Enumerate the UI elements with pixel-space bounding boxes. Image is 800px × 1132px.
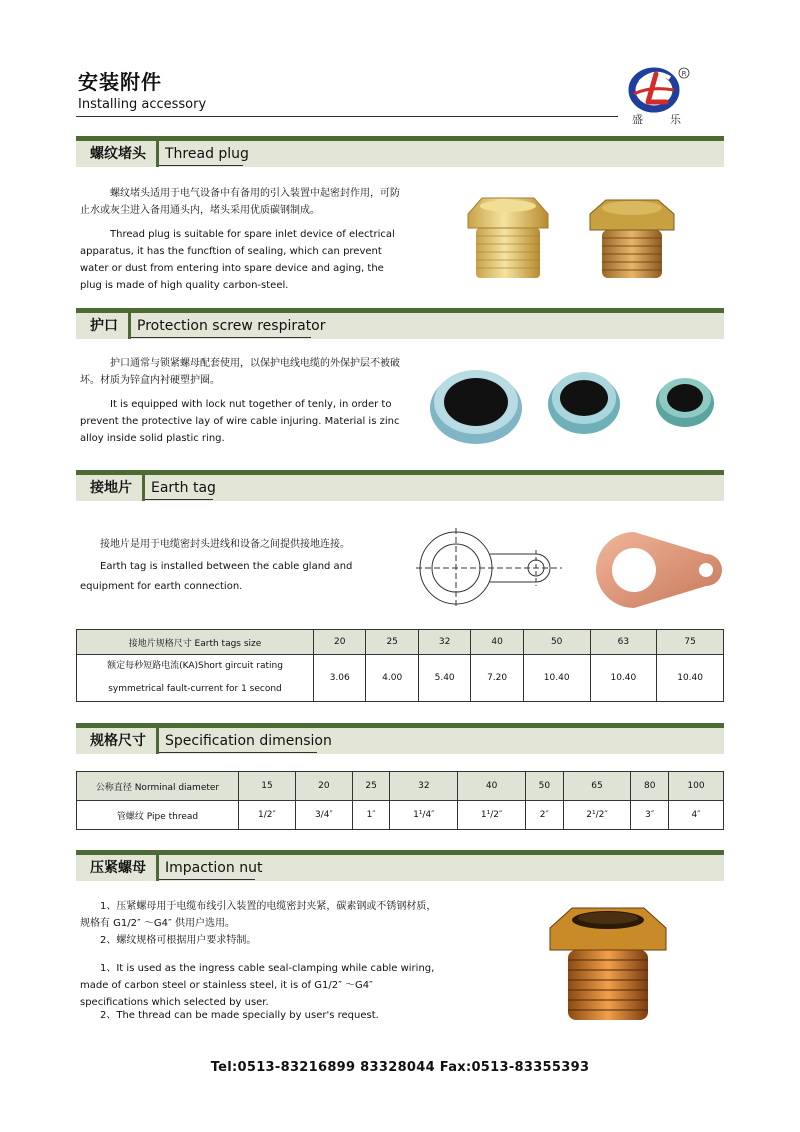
table-cell: 3/4″: [295, 801, 352, 830]
table-cell: 1/2″: [239, 801, 296, 830]
table-cell: 20: [295, 772, 352, 801]
table-cell: 15: [239, 772, 296, 801]
company-logo: [626, 64, 698, 126]
table-cell: 10.40: [523, 655, 590, 702]
contact-info: Tel:0513-83216899 83328044 Fax:0513-83355393: [210, 1060, 590, 1075]
section-title-cn: 螺纹堵头: [90, 146, 146, 162]
section-title-en: Thread plug: [165, 146, 249, 162]
table-cell: 32: [418, 630, 470, 655]
table-cell: 80: [631, 772, 669, 801]
table-cell: 3″: [631, 801, 669, 830]
page-subtitle: Installing accessory: [78, 97, 207, 112]
earth-tag-drawing: [416, 524, 566, 616]
table-cell: 32: [390, 772, 458, 801]
table-cell: 1¹/2″: [458, 801, 526, 830]
table-cell: 25: [366, 630, 418, 655]
section-title-en: Specification dimension: [165, 733, 332, 749]
protection-desc-en: It is equipped with lock nut together of tenly, in order to prevent the protective lay of wire cable injuring. Material is zinc alloy inside solid plastic ring.: [80, 399, 400, 444]
table-cell: 4″: [669, 801, 724, 830]
section-title-cn: 接地片: [90, 480, 132, 496]
thread-plug-photo-1: [462, 192, 554, 288]
table-cell: 65: [563, 772, 631, 801]
protection-photo-small: [654, 372, 716, 432]
impaction-nut-photo: [544, 902, 672, 1030]
thread-plug-photo-2: [584, 196, 680, 286]
earth-tag-desc-cn: 接地片是用于电缆密封头进线和设备之间提供接地连接。: [100, 539, 350, 550]
table-cell: 100: [669, 772, 724, 801]
logo-char-left: 盛: [632, 113, 643, 126]
svg-text:R: R: [681, 70, 687, 78]
earth-tag-photo: [594, 528, 726, 614]
table-cell: 10.40: [657, 655, 724, 702]
table-cell: 63: [590, 630, 657, 655]
table-cell: 40: [458, 772, 526, 801]
table-row-label: 接地片规格尺寸 Earth tags size: [77, 630, 314, 655]
table-cell: 10.40: [590, 655, 657, 702]
table-cell: 4.00: [366, 655, 418, 702]
spec-table: [76, 771, 724, 830]
impaction-desc-en-1: 1、It is used as the ingress cable seal-clamping while cable wiring, made of carbon steel or stainless steel, it is of G1/2″ ～G4″ specifications which selected by user.: [80, 963, 435, 1008]
thread-plug-desc-cn: 螺纹堵头适用于电气设备中有备用的引入装置中起密封作用，可防止水或灰尘进入备用通头内，堵头采用优质碳钢制成。: [80, 188, 400, 216]
table-cell: 50: [523, 630, 590, 655]
protection-photo-large: [428, 362, 524, 450]
section-title-cn: 护口: [90, 318, 118, 334]
table-cell: 3.06: [314, 655, 366, 702]
protection-photo-medium: [546, 366, 622, 440]
header-rule: [76, 116, 618, 117]
table-cell: 75: [657, 630, 724, 655]
section-title-en: Protection screw respirator: [137, 318, 326, 334]
table-cell: 2¹/2″: [563, 801, 631, 830]
table-cell: 50: [526, 772, 564, 801]
table-cell: 20: [314, 630, 366, 655]
earth-tag-desc-en: Earth tag is installed between the cable gland and equipment for earth connection.: [80, 561, 353, 592]
thread-plug-desc-en: Thread plug is suitable for spare inlet device of electrical apparatus, it has the funcftion of sealing, which can prevent water or dust from entering into spare device and aging, the plug is made of high quality carbon-steel.: [80, 229, 395, 291]
impaction-desc-cn-2: 2、螺纹规格可根据用户要求特制。: [100, 935, 257, 946]
protection-desc-cn: 护口通常与锁紧螺母配套使用，以保护电线电缆的外保护层不被破坏。材质为锌盒内衬硬塑护圈。: [80, 358, 400, 386]
table-cell: 1″: [352, 801, 390, 830]
impaction-desc-en-2: 2、The thread can be made specially by user's request.: [100, 1010, 379, 1021]
impaction-desc-cn-1: 1、压紧螺母用于电缆布线引入装置的电缆密封夹紧，碳素钢或不锈钢材质，规格有 G1/2″ ～G4″ 供用户选用。: [80, 901, 437, 929]
logo-char-right: 乐: [670, 113, 681, 126]
table-row-label: 管螺纹 Pipe thread: [77, 801, 239, 830]
table-row-label: 公称直径 Norminal diameter: [77, 772, 239, 801]
table-cell: 7.20: [471, 655, 523, 702]
section-title-cn: 压紧螺母: [90, 860, 146, 876]
table-cell: 25: [352, 772, 390, 801]
section-title-cn: 规格尺寸: [90, 733, 146, 749]
table-row-label: 额定每秒短路电流(KA)Short gircuit rating symmetrical fault-current for 1 second: [77, 655, 314, 702]
table-cell: 5.40: [418, 655, 470, 702]
table-cell: 1¹/4″: [390, 801, 458, 830]
page-title: 安装附件: [78, 70, 162, 94]
earth-tag-table: [76, 629, 724, 702]
table-cell: 40: [471, 630, 523, 655]
section-title-en: Earth tag: [151, 480, 216, 496]
section-title-en: Impaction nut: [165, 860, 263, 876]
table-cell: 2″: [526, 801, 564, 830]
